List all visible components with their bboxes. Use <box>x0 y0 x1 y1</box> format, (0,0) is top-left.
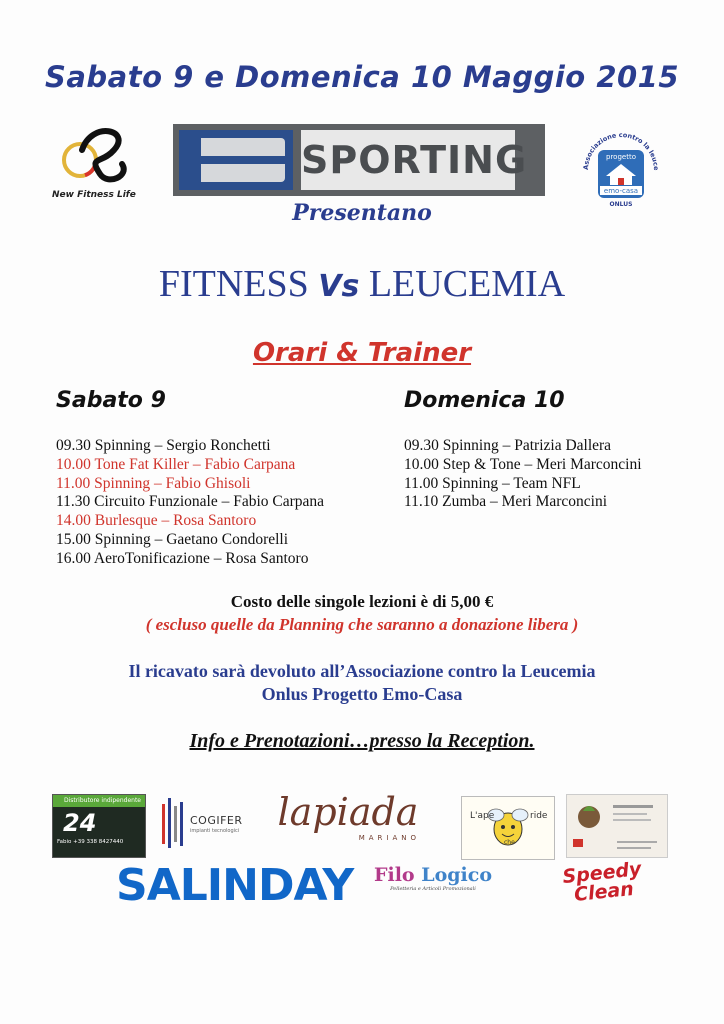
emo-casa-name: emo-casa <box>603 187 639 195</box>
cogifer-bars-icon <box>158 794 188 854</box>
cogifer-name: COGIFER <box>190 814 243 827</box>
herbalife-top-label: Distributore indipendente <box>53 795 145 807</box>
emo-casa-onlus: ONLUS <box>609 201 633 208</box>
filo-logico-name <box>368 864 498 886</box>
sponsor-business-card <box>566 794 668 858</box>
lesson-cost: Costo delle singole lezioni è di 5,00 € <box>230 592 494 611</box>
filo-text: Filo <box>373 864 415 886</box>
saturday-heading: Sabato 9 <box>56 388 166 413</box>
proceeds-line-2: Onlus Progetto Emo-Casa <box>261 684 463 704</box>
schedule-item: 11.00 Spinning – Fabio Ghisoli <box>56 474 251 492</box>
schedule-item: 14.00 Burlesque – Rosa Santoro <box>56 512 257 530</box>
emo-casa-arc-text: Associazione contro la leuce <box>581 130 661 171</box>
business-card-image <box>567 795 667 857</box>
title-fitness: FITNESS <box>158 263 309 305</box>
schedule-item: 16.00 AeroTonificazione – Rosa Santoro <box>56 549 309 567</box>
title-leucemia: LEUCEMIA <box>368 263 566 305</box>
ape-right-text: ride <box>530 811 548 821</box>
cost-note: ( escluso quelle da Planning che saranno a donazione libera ) <box>145 615 579 634</box>
filo-logico-sub: Pelletteria e Articoli Promozionali <box>390 886 476 892</box>
emo-casa-progetto: progetto <box>606 153 636 161</box>
new-fitness-life-tagline: New Fitness Life <box>52 190 136 200</box>
sponsor-herbalife <box>52 794 146 858</box>
schedule-item: 15.00 Spinning – Gaetano Condorelli <box>56 530 289 548</box>
herbalife-phone: Fabio +39 338 8427440 <box>57 839 124 845</box>
sponsor-salinday: SALINDAY <box>116 860 354 911</box>
sponsor-filo-logico <box>368 864 498 893</box>
event-main-title <box>0 262 724 306</box>
sponsor-cogifer <box>158 794 254 856</box>
schedule-item: 09.30 Spinning – Sergio Ronchetti <box>56 437 271 454</box>
schedule-item: 11.30 Circuito Funzionale – Fabio Carpana <box>56 493 325 511</box>
schedule-item: 11.00 Spinning – Team NFL <box>404 474 581 492</box>
lapiada-mariano: MARIANO <box>358 834 420 842</box>
b-sporting-logo <box>173 124 545 196</box>
proceeds-statement <box>0 660 724 706</box>
sunday-heading: Domenica 10 <box>404 388 565 413</box>
herbalife-24: 24 <box>63 809 97 837</box>
schedule-item: 11.10 Zumba – Meri Marconcini <box>404 493 608 511</box>
b-letter-box <box>179 130 293 190</box>
title-vs: Vs <box>318 269 360 304</box>
schedule-item: 09.30 Spinning – Patrizia Dallera <box>404 437 612 454</box>
sporting-wordmark: SPORTING <box>301 130 515 190</box>
event-date-title: Sabato 9 e Domenica 10 Maggio 2015 <box>44 60 680 94</box>
schedule-item: 10.00 Step & Tone – Meri Marconcini <box>404 455 642 473</box>
schedule-item: 10.00 Tone Fat Killer – Fabio Carpana <box>56 455 296 473</box>
ape-center-text: che <box>504 839 515 846</box>
saturday-schedule-list <box>56 437 324 569</box>
sponsor-speedy-clean <box>548 857 658 907</box>
proceeds-line-1: Il ricavato sarà devoluto all’Associazione contro la Leucemia <box>128 661 596 681</box>
bee-icon <box>462 797 554 859</box>
b-letter-icon <box>187 138 285 182</box>
logico-text: Logico <box>421 864 492 886</box>
lapiada-name: lapiada <box>277 790 419 834</box>
ape-left-text: L'ape <box>470 811 495 821</box>
schedule-heading: Orari & Trainer <box>252 338 472 368</box>
sunday-schedule-list <box>404 437 642 512</box>
info-reservations: Info e Prenotazioni…presso la Reception. <box>189 730 535 752</box>
sponsor-ape-che-ride <box>461 796 555 860</box>
sponsor-lapiada <box>268 790 428 854</box>
presentano-text: Presentano <box>292 200 432 226</box>
speedy-clean-name: Speedy Clean <box>561 857 643 907</box>
cogifer-sub: impianti tecnologici <box>190 828 240 834</box>
